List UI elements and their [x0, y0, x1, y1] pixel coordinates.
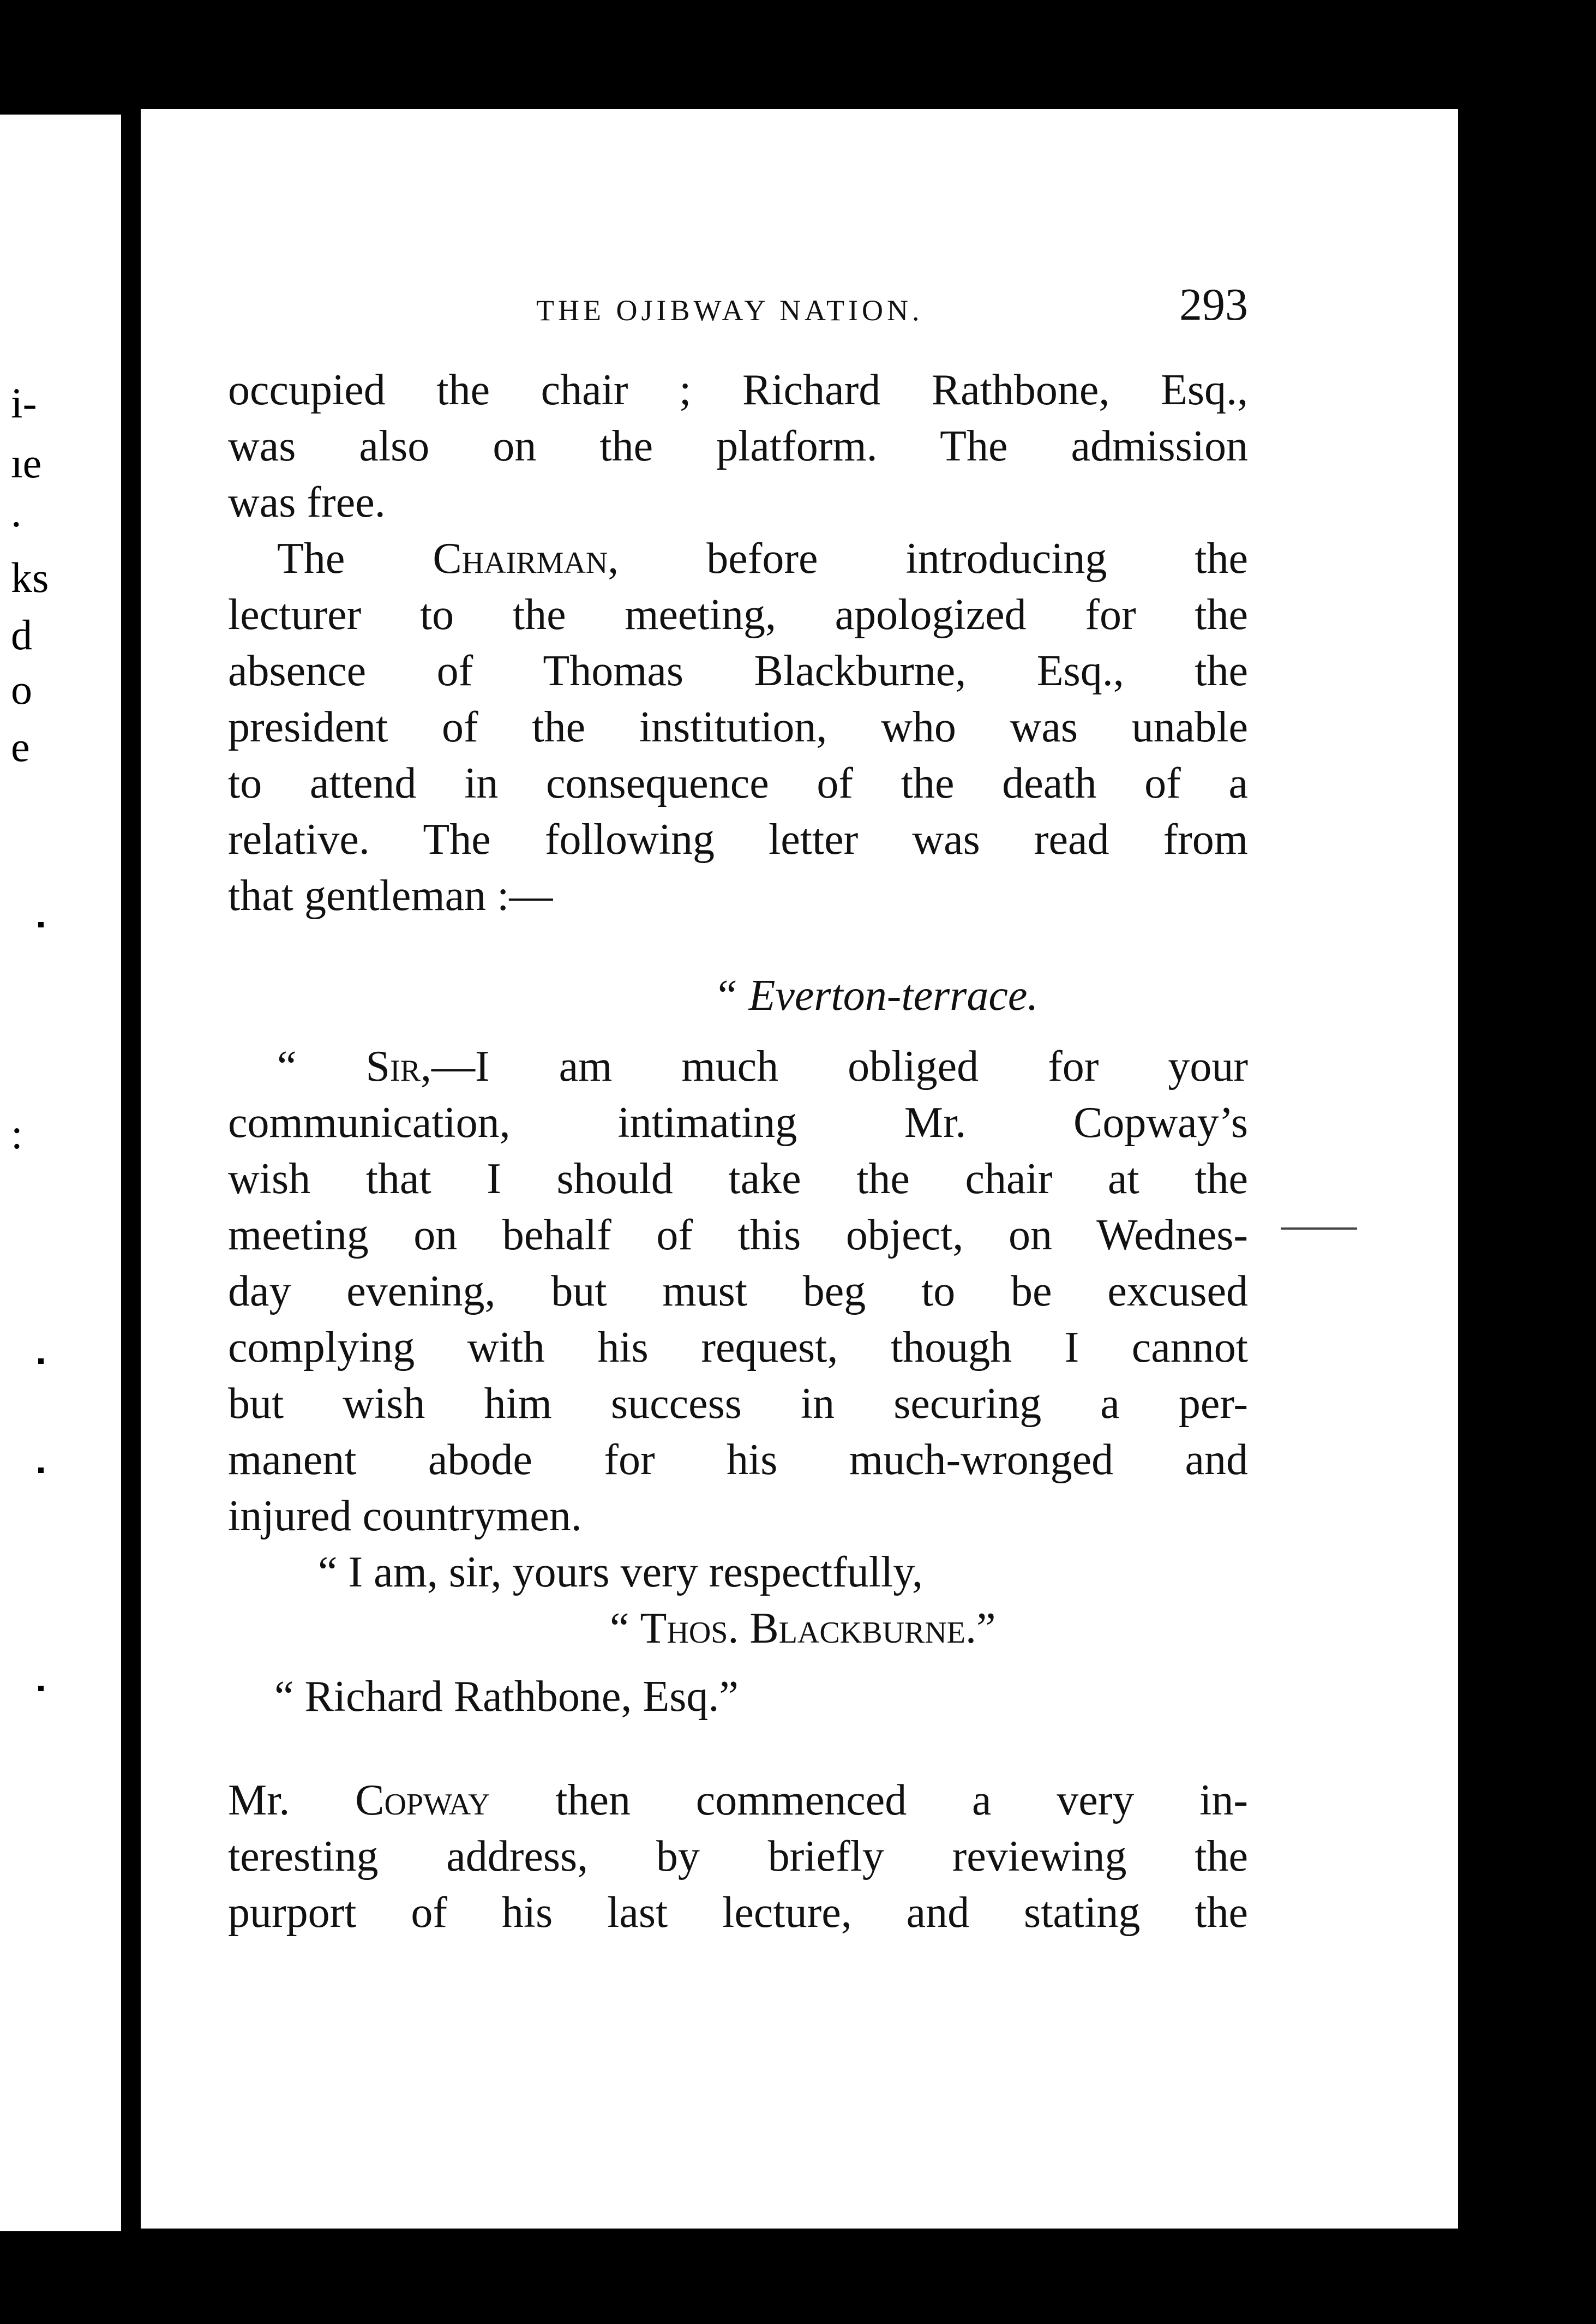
small-caps-signature: Thos. Blackburne	[640, 1604, 966, 1652]
left-mark	[38, 922, 44, 927]
adjacent-page-edge	[0, 115, 121, 2231]
text-line: but wish him success in securing a per-	[228, 1380, 1248, 1428]
small-caps-name: Chairman	[433, 535, 608, 583]
text-line	[228, 1778, 1248, 1822]
text-span: Mr.	[228, 1776, 356, 1824]
text-span: “	[277, 1043, 366, 1091]
text-span: .”	[965, 1604, 996, 1652]
text-line: day evening, but must beg to be excused	[228, 1267, 1248, 1315]
left-fragment: ks	[11, 554, 49, 601]
small-caps-word: Sir	[365, 1043, 421, 1091]
left-fragment: o	[11, 666, 32, 713]
text-line: manent abode for his much-wronged and	[228, 1436, 1248, 1484]
left-fragment: :	[11, 1110, 23, 1158]
text-line: meeting on behalf of this object, on Wednes-	[228, 1211, 1248, 1259]
text-line: teresting address, by briefly reviewing the	[228, 1832, 1248, 1880]
margin-pencil-mark	[1281, 1227, 1357, 1230]
text-line: to attend in consequence of the death of a	[228, 759, 1248, 807]
text-line: that gentleman :—	[228, 872, 553, 920]
text-line: absence of Thomas Blackburne, Esq., the	[228, 647, 1248, 695]
text-line: lecturer to the meeting, apologized for the	[228, 591, 1248, 639]
text-span: The	[277, 535, 433, 583]
running-title: THE OJIBWAY NATION.	[536, 294, 923, 327]
book-spine-shadow	[121, 115, 141, 2231]
left-mark	[38, 1686, 44, 1691]
text-line: purport of his last lecture, and stating the	[228, 1889, 1248, 1937]
text-span: then commenced a very in-	[490, 1776, 1248, 1824]
text-line: complying with his request, though I cannot	[228, 1323, 1248, 1371]
letter-place: “ Everton-terrace.	[713, 972, 1039, 1020]
text-span: “	[610, 1604, 640, 1652]
text-line: president of the institution, who was unable	[228, 703, 1248, 751]
text-span: ,—I am much obliged for your	[421, 1043, 1248, 1091]
book-page	[141, 109, 1458, 2229]
left-fragment: ıe	[11, 439, 42, 487]
text-line	[277, 535, 1249, 583]
left-fragment: e	[11, 723, 30, 770]
letter-addressee: “ Richard Rathbone, Esq.”	[274, 1673, 739, 1721]
letter-signature	[610, 1604, 1210, 1652]
text-line: injured countrymen.	[228, 1492, 582, 1540]
text-line	[277, 1043, 1248, 1091]
page-number: 293	[1179, 279, 1248, 330]
left-fragment: i-	[11, 379, 37, 427]
left-fragment: .	[11, 488, 22, 536]
text-line: communication, intimating Mr. Copway’s	[228, 1099, 1248, 1147]
text-span: , before introducing the	[608, 535, 1249, 583]
text-line: relative. The following letter was read from	[228, 816, 1248, 864]
text-line: wish that I should take the chair at the	[228, 1155, 1248, 1203]
letter-closing: “ I am, sir, yours very respectfully,	[318, 1548, 923, 1596]
text-line: occupied the chair ; Richard Rathbone, Esq.,	[228, 366, 1248, 414]
left-mark	[38, 1358, 44, 1364]
text-line: was also on the platform. The admission	[228, 422, 1248, 470]
text-line: was free.	[228, 478, 386, 526]
left-mark	[38, 1468, 44, 1473]
page-header	[228, 278, 1248, 333]
left-fragment: d	[11, 611, 32, 658]
small-caps-name: Copway	[355, 1776, 490, 1824]
